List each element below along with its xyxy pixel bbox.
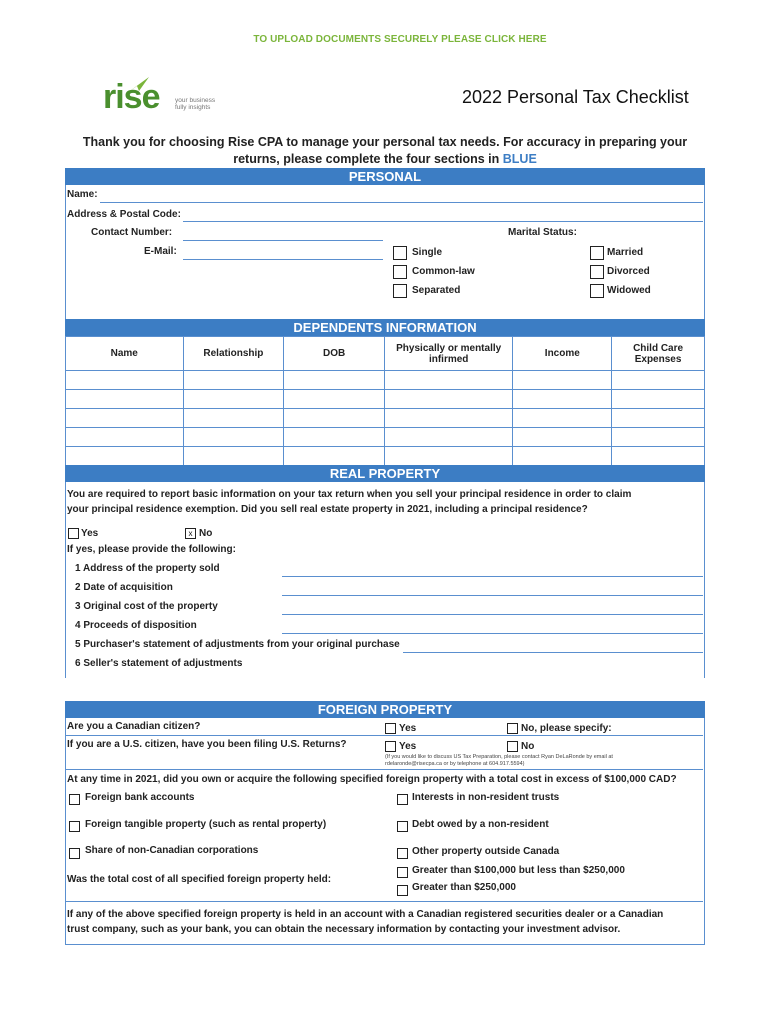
page-title: 2022 Personal Tax Checklist [462,87,689,107]
list-item: 1 Address of the property sold [75,563,220,574]
total-cost-question: Was the total cost of all specified foreign property held: [67,874,332,885]
us-no-checkbox[interactable] [507,741,518,752]
acquisition-date-input[interactable] [282,595,703,596]
name-label: Name: [67,189,98,200]
personal-header: PERSONAL [65,168,705,185]
tangible-property-checkbox[interactable] [69,821,80,832]
rise-logo [103,77,233,121]
logo-tagline: your business fully insights [175,97,216,111]
total-over-250k-checkbox[interactable] [397,885,408,896]
trusts-label: Interests in non-resident trusts [412,792,560,803]
shares-checkbox[interactable] [69,848,80,859]
single-checkbox[interactable] [393,246,407,260]
col-infirmed: Physically or mentally infirmed [384,337,513,371]
col-dob: DOB [284,337,385,371]
email-label: E-Mail: [144,246,177,257]
us-tax-note: (If you would like to discuss US Tax Preparation, please contact Ryan DeLaRonde by email at rdelaronde@risecpa.ca or by telephone at 604.917.5594) [385,754,613,767]
table-row[interactable] [66,447,705,466]
total-100k-250k-label: Greater than $100,000 but less than $250,000 [412,865,625,876]
row-divider [66,901,703,902]
dependents-table [65,336,705,466]
original-cost-input[interactable] [282,614,703,615]
other-property-checkbox[interactable] [397,848,408,859]
us-returns-question: If you are a U.S. citizen, have you been filing U.S. Returns? [67,739,347,750]
citizen-question: Are you a Canadian citizen? [67,721,201,732]
foreign-footer-note: If any of the above specified foreign property is held in an account with a Canadian registered securities dealer or a Canadian trust company, such as your bank, you can obtain the necessary information by contacting your investment advisor. [67,909,664,935]
real-property-question: You are required to report basic information on your tax return when you sell your principal residence in order to claim your principal residence exemption. Did you sell real estate property in 2021, including a principal residence? [67,489,632,515]
foreign-bank-label: Foreign bank accounts [85,792,195,803]
real-property-yes-label: Yes [81,528,99,539]
total-100k-250k-checkbox[interactable] [397,867,408,878]
citizen-no-checkbox[interactable] [507,723,518,734]
logo-wordmark: rise [103,78,160,116]
list-item: 6 Seller's statement of adjustments [75,658,243,669]
divorced-checkbox[interactable] [590,265,604,279]
personal-section [65,168,705,320]
list-item: 4 Proceeds of disposition [75,620,197,631]
citizen-yes-label: Yes [399,723,417,734]
address-label: Address & Postal Code: [67,209,181,220]
debt-checkbox[interactable] [397,821,408,832]
col-income: Income [513,337,612,371]
citizen-no-label: No, please specify: [521,723,612,734]
married-label: Married [607,247,644,258]
debt-label: Debt owed by a non-resident [412,819,549,830]
shares-label: Share of non-Canadian corporations [85,845,259,856]
dependents-header: DEPENDENTS INFORMATION [65,319,705,336]
citizen-yes-checkbox[interactable] [385,723,396,734]
table-row[interactable] [66,390,705,409]
contact-number-input[interactable] [183,240,383,241]
address-sold-input[interactable] [282,576,703,577]
foreign-bank-checkbox[interactable] [69,794,80,805]
marital-status-label: Marital Status: [508,227,577,238]
divorced-label: Divorced [607,266,650,277]
widowed-checkbox[interactable] [590,284,604,298]
specified-property-question: At any time in 2021, did you own or acquire the following specified foreign property with a total cost in excess of $100,000 CAD? [67,774,677,785]
email-input[interactable] [183,259,383,260]
us-no-label: No [521,741,535,752]
col-relationship: Relationship [183,337,284,371]
real-property-yes-checkbox[interactable] [68,528,79,539]
intro-text: Thank you for choosing Rise CPA to manage your personal tax needs. For accuracy in preparing your returns, please complete the four sections in BLUE [82,135,688,166]
purchaser-statement-input[interactable] [403,652,703,653]
list-item: 3 Original cost of the property [75,601,218,612]
table-row[interactable] [66,409,705,428]
tangible-property-label: Foreign tangible property (such as rental property) [85,819,327,830]
address-input[interactable] [183,221,703,222]
contact-number-label: Contact Number: [91,227,173,238]
us-yes-checkbox[interactable] [385,741,396,752]
table-header-row [66,337,705,371]
table-row[interactable] [66,428,705,447]
trusts-checkbox[interactable] [397,794,408,805]
real-property-no-label: No [199,528,213,539]
married-checkbox[interactable] [590,246,604,260]
common-law-checkbox[interactable] [393,265,407,279]
name-input[interactable] [100,202,703,203]
other-property-label: Other property outside Canada [412,846,560,857]
total-over-250k-label: Greater than $250,000 [412,882,516,893]
row-divider [66,769,703,770]
row-divider [66,735,703,736]
foreign-property-header: FOREIGN PROPERTY [65,701,705,718]
separated-checkbox[interactable] [393,284,407,298]
followup-label: If yes, please provide the following: [67,544,236,555]
widowed-label: Widowed [607,285,651,296]
single-label: Single [412,247,443,258]
col-child-care: Child Care Expenses [612,337,705,371]
us-yes-label: Yes [399,741,417,752]
table-row[interactable] [66,371,705,390]
list-item: 5 Purchaser's statement of adjustments from your original purchase [75,639,400,650]
upload-documents-link[interactable]: TO UPLOAD DOCUMENTS SECURELY PLEASE CLICK HERE [253,34,547,45]
col-name: Name [66,337,184,371]
real-property-header: REAL PROPERTY [65,465,705,482]
proceeds-input[interactable] [282,633,703,634]
real-property-no-checkbox[interactable]: x [185,528,196,539]
separated-label: Separated [412,285,461,296]
list-item: 2 Date of acquisition [75,582,173,593]
common-law-label: Common-law [412,266,475,277]
